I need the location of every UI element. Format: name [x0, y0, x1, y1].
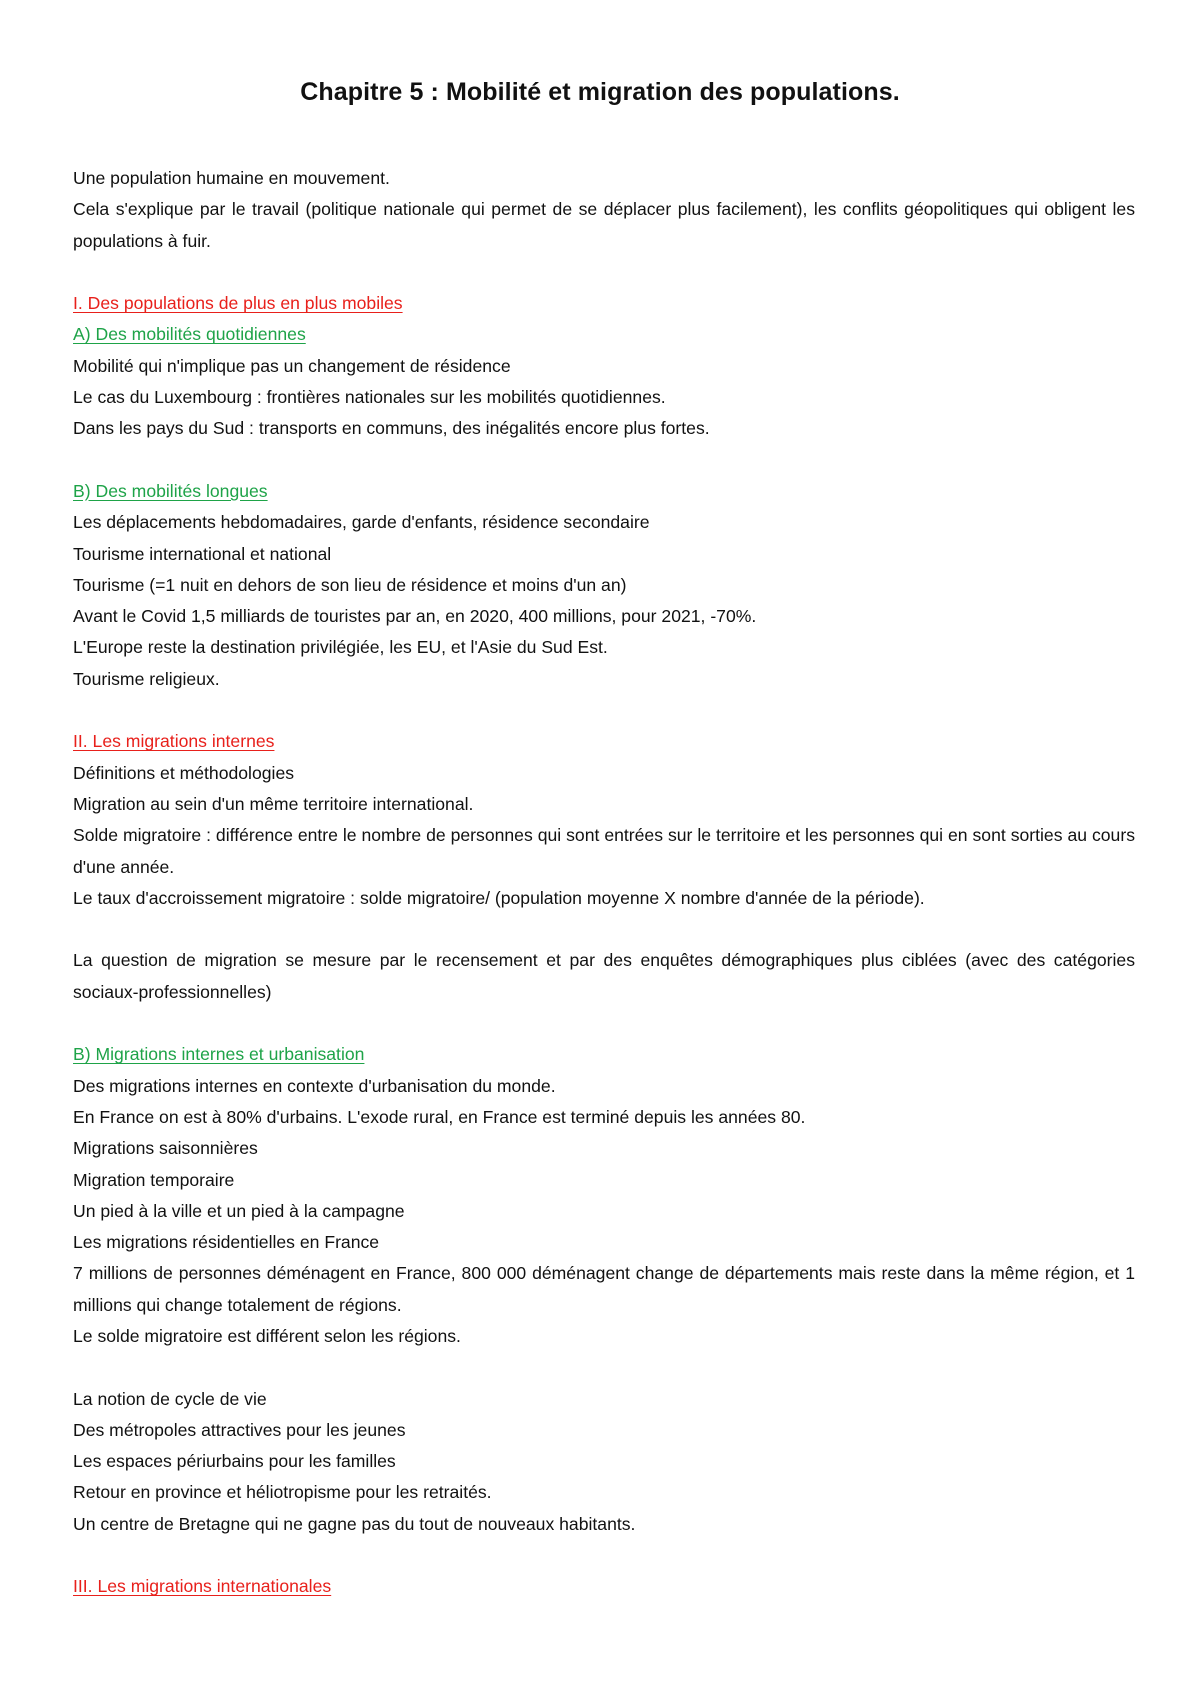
section-3-heading: III. Les migrations internationales [73, 1576, 332, 1597]
spacer [73, 445, 1135, 476]
text-line: Le cas du Luxembourg : frontières nationales sur les mobilités quotidiennes. [73, 387, 666, 408]
section-1a-heading: A) Des mobilités quotidiennes [73, 324, 306, 345]
text-line: Migration au sein d'un même territoire international. [73, 793, 474, 814]
text-line: Le taux d'accroissement migratoire : solde migratoire/ (population moyenne X nombre d'année de la période). [73, 887, 925, 908]
text-line: Retour en province et héliotropisme pour les retraités. [73, 1482, 492, 1503]
text-line: Un pied à la ville et un pied à la campagne [73, 1200, 405, 1221]
spacer [73, 695, 1135, 726]
spacer [73, 257, 1135, 288]
section-2-heading: II. Les migrations internes [73, 731, 275, 752]
spacer [73, 1352, 1135, 1383]
intro-line-2: Cela s'explique par le travail (politique nationale qui permet de se déplacer plus facilement), les conflits géopolitiques qui obligent les populations à fuir. [73, 199, 1135, 251]
text-line: En France on est à 80% d'urbains. L'exode rural, en France est terminé depuis les années 80. [73, 1106, 806, 1127]
section-1-heading: I. Des populations de plus en plus mobiles [73, 293, 403, 314]
text-line: Tourisme (=1 nuit en dehors de son lieu de résidence et moins d'un an) [73, 574, 627, 595]
text-line: Tourisme religieux. [73, 668, 220, 689]
spacer [73, 1540, 1135, 1571]
text-line: L'Europe reste la destination privilégiée, les EU, et l'Asie du Sud Est. [73, 637, 608, 658]
text-line: Des métropoles attractives pour les jeunes [73, 1419, 406, 1440]
text-line: Les déplacements hebdomadaires, garde d'enfants, résidence secondaire [73, 512, 650, 533]
text-line: Le solde migratoire est différent selon les régions. [73, 1325, 461, 1346]
text-line: Migrations saisonnières [73, 1138, 258, 1159]
text-line: Avant le Covid 1,5 milliards de touristes par an, en 2020, 400 millions, pour 2021, -70%. [73, 606, 757, 627]
text-line: Un centre de Bretagne qui ne gagne pas du tout de nouveaux habitants. [73, 1513, 636, 1534]
document-body [73, 163, 1135, 1603]
text-line: Définitions et méthodologies [73, 762, 295, 783]
page-title: Chapitre 5 : Mobilité et migration des populations. [300, 78, 900, 106]
section-2b-heading: B) Migrations internes et urbanisation [73, 1044, 365, 1065]
text-line: Les espaces périurbains pour les familles [73, 1451, 396, 1472]
text-line: Les migrations résidentielles en France [73, 1232, 380, 1253]
section-1b-heading: B) Des mobilités longues [73, 480, 268, 501]
text-line: Dans les pays du Sud : transports en communs, des inégalités encore plus fortes. [73, 418, 710, 439]
text-line: Migration temporaire [73, 1169, 235, 1190]
text-line: Solde migratoire : différence entre le nombre de personnes qui sont entrées sur le territoire et les personnes qui en sont sorties au cours d'une année. [73, 825, 1135, 877]
text-line: La notion de cycle de vie [73, 1388, 267, 1409]
text-line: 7 millions de personnes déménagent en France, 800 000 déménagent change de départements mais reste dans la même région, et 1 millions qui change totalement de régions. [73, 1263, 1135, 1315]
spacer [73, 914, 1135, 945]
text-paragraph: La question de migration se mesure par le recensement et par des enquêtes démographiques plus ciblées (avec des catégories sociaux-professionnelles) [73, 950, 1135, 1002]
intro-line-1: Une population humaine en mouvement. [73, 168, 390, 188]
spacer [73, 1008, 1135, 1039]
text-line: Tourisme international et national [73, 543, 332, 564]
text-line: Des migrations internes en contexte d'urbanisation du monde. [73, 1075, 556, 1096]
text-line: Mobilité qui n'implique pas un changement de résidence [73, 355, 511, 376]
